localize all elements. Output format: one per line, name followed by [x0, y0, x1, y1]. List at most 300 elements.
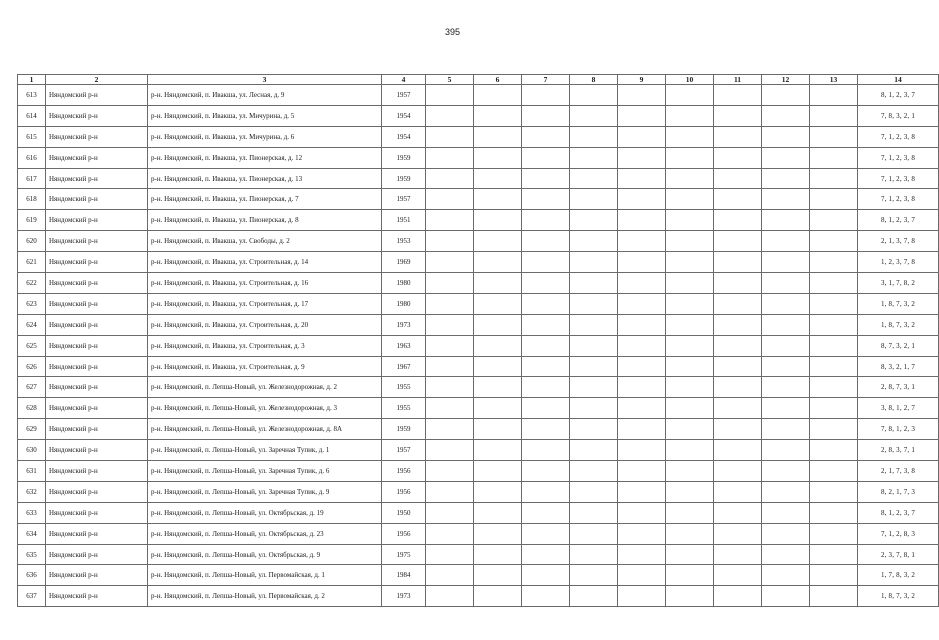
district-cell: Няндомский р-н	[46, 502, 148, 523]
empty-cell	[762, 126, 810, 147]
empty-cell	[426, 356, 474, 377]
district-cell: Няндомский р-н	[46, 168, 148, 189]
empty-cell	[522, 168, 570, 189]
address-cell: р-н. Няндомский, п. Лепша-Новый, ул. Заречная Тупик, д. 9	[148, 481, 382, 502]
empty-cell	[714, 231, 762, 252]
empty-cell	[426, 252, 474, 273]
empty-cell	[618, 168, 666, 189]
empty-cell	[570, 481, 618, 502]
column-header: 5	[426, 75, 474, 85]
empty-cell	[426, 419, 474, 440]
empty-cell	[762, 168, 810, 189]
empty-cell	[570, 293, 618, 314]
table-row	[18, 314, 939, 335]
empty-cell	[426, 565, 474, 586]
empty-cell	[426, 293, 474, 314]
empty-cell	[810, 168, 858, 189]
row-number-cell: 631	[18, 461, 46, 482]
empty-cell	[762, 544, 810, 565]
empty-cell	[714, 377, 762, 398]
address-cell: р-н. Няндомский, п. Лепша-Новый, ул. Октябрьская, д. 19	[148, 502, 382, 523]
empty-cell	[522, 586, 570, 607]
empty-cell	[570, 273, 618, 294]
empty-cell	[570, 252, 618, 273]
empty-cell	[618, 85, 666, 106]
empty-cell	[666, 356, 714, 377]
table-row	[18, 335, 939, 356]
district-cell: Няндомский р-н	[46, 314, 148, 335]
code-cell: 8, 1, 2, 3, 7	[858, 85, 939, 106]
district-cell: Няндомский р-н	[46, 565, 148, 586]
code-cell: 1, 8, 7, 3, 2	[858, 293, 939, 314]
empty-cell	[474, 377, 522, 398]
empty-cell	[666, 189, 714, 210]
empty-cell	[570, 377, 618, 398]
district-cell: Няндомский р-н	[46, 231, 148, 252]
district-cell: Няндомский р-н	[46, 377, 148, 398]
code-cell: 2, 8, 7, 3, 1	[858, 377, 939, 398]
empty-cell	[714, 314, 762, 335]
empty-cell	[618, 461, 666, 482]
empty-cell	[618, 419, 666, 440]
empty-cell	[762, 377, 810, 398]
empty-cell	[522, 398, 570, 419]
empty-cell	[522, 210, 570, 231]
empty-cell	[666, 147, 714, 168]
address-cell: р-н. Няндомский, п. Ивакша, ул. Лесная, д. 9	[148, 85, 382, 106]
table-row	[18, 273, 939, 294]
empty-cell	[474, 147, 522, 168]
address-cell: р-н. Няндомский, п. Лепша-Новый, ул. Первомайская, д. 1	[148, 565, 382, 586]
empty-cell	[618, 398, 666, 419]
empty-cell	[426, 544, 474, 565]
empty-cell	[810, 377, 858, 398]
empty-cell	[522, 419, 570, 440]
code-cell: 8, 1, 2, 3, 7	[858, 502, 939, 523]
district-cell: Няндомский р-н	[46, 419, 148, 440]
table-row	[18, 440, 939, 461]
district-cell: Няндомский р-н	[46, 586, 148, 607]
empty-cell	[474, 565, 522, 586]
address-cell: р-н. Няндомский, п. Ивакша, ул. Пионерская, д. 8	[148, 210, 382, 231]
table-row	[18, 356, 939, 377]
address-cell: р-н. Няндомский, п. Ивакша, ул. Пионерская, д. 7	[148, 189, 382, 210]
empty-cell	[570, 335, 618, 356]
empty-cell	[762, 523, 810, 544]
row-number-cell: 630	[18, 440, 46, 461]
empty-cell	[762, 252, 810, 273]
row-number-cell: 623	[18, 293, 46, 314]
code-cell: 1, 7, 8, 3, 2	[858, 565, 939, 586]
code-cell: 3, 1, 7, 8, 2	[858, 273, 939, 294]
empty-cell	[474, 126, 522, 147]
year-cell: 1957	[382, 440, 426, 461]
empty-cell	[426, 502, 474, 523]
address-cell: р-н. Няндомский, п. Ивакша, ул. Мичурина, д. 6	[148, 126, 382, 147]
table-row	[18, 419, 939, 440]
row-number-cell: 624	[18, 314, 46, 335]
empty-cell	[474, 210, 522, 231]
row-number-cell: 627	[18, 377, 46, 398]
empty-cell	[762, 189, 810, 210]
year-cell: 1975	[382, 544, 426, 565]
empty-cell	[810, 189, 858, 210]
empty-cell	[474, 544, 522, 565]
empty-cell	[474, 461, 522, 482]
empty-cell	[714, 252, 762, 273]
empty-cell	[426, 335, 474, 356]
table-row	[18, 126, 939, 147]
district-cell: Няндомский р-н	[46, 210, 148, 231]
district-cell: Няндомский р-н	[46, 189, 148, 210]
empty-cell	[714, 293, 762, 314]
empty-cell	[762, 231, 810, 252]
row-number-cell: 634	[18, 523, 46, 544]
empty-cell	[762, 356, 810, 377]
district-cell: Няндомский р-н	[46, 523, 148, 544]
empty-cell	[810, 147, 858, 168]
empty-cell	[522, 481, 570, 502]
code-cell: 2, 3, 7, 8, 1	[858, 544, 939, 565]
column-header: 3	[148, 75, 382, 85]
table-row	[18, 252, 939, 273]
empty-cell	[570, 565, 618, 586]
code-cell: 2, 8, 3, 7, 1	[858, 440, 939, 461]
empty-cell	[666, 126, 714, 147]
table-row	[18, 293, 939, 314]
empty-cell	[426, 461, 474, 482]
district-cell: Няндомский р-н	[46, 440, 148, 461]
empty-cell	[522, 105, 570, 126]
address-cell: р-н. Няндомский, п. Ивакша, ул. Свободы, д. 2	[148, 231, 382, 252]
row-number-cell: 626	[18, 356, 46, 377]
row-number-cell: 622	[18, 273, 46, 294]
empty-cell	[666, 335, 714, 356]
empty-cell	[618, 293, 666, 314]
empty-cell	[474, 231, 522, 252]
empty-cell	[810, 252, 858, 273]
code-cell: 7, 1, 2, 3, 8	[858, 126, 939, 147]
empty-cell	[522, 544, 570, 565]
empty-cell	[474, 502, 522, 523]
column-header: 13	[810, 75, 858, 85]
empty-cell	[570, 147, 618, 168]
empty-cell	[762, 85, 810, 106]
empty-cell	[762, 293, 810, 314]
empty-cell	[474, 189, 522, 210]
empty-cell	[666, 85, 714, 106]
district-cell: Няндомский р-н	[46, 273, 148, 294]
year-cell: 1951	[382, 210, 426, 231]
empty-cell	[810, 356, 858, 377]
year-cell: 1973	[382, 586, 426, 607]
empty-cell	[426, 523, 474, 544]
address-cell: р-н. Няндомский, п. Лепша-Новый, ул. Первомайская, д. 2	[148, 586, 382, 607]
empty-cell	[666, 314, 714, 335]
address-cell: р-н. Няндомский, п. Ивакша, ул. Пионерская, д. 13	[148, 168, 382, 189]
year-cell: 1980	[382, 273, 426, 294]
year-cell: 1963	[382, 335, 426, 356]
empty-cell	[570, 189, 618, 210]
address-cell: р-н. Няндомский, п. Лепша-Новый, ул. Железнодорожная, д. 3	[148, 398, 382, 419]
empty-cell	[618, 210, 666, 231]
empty-cell	[570, 356, 618, 377]
address-cell: р-н. Няндомский, п. Лепша-Новый, ул. Железнодорожная, д. 8А	[148, 419, 382, 440]
register-table	[17, 74, 939, 607]
empty-cell	[666, 398, 714, 419]
row-number-cell: 616	[18, 147, 46, 168]
empty-cell	[474, 586, 522, 607]
empty-cell	[474, 273, 522, 294]
district-cell: Няндомский р-н	[46, 544, 148, 565]
district-cell: Няндомский р-н	[46, 356, 148, 377]
empty-cell	[666, 377, 714, 398]
year-cell: 1980	[382, 293, 426, 314]
empty-cell	[666, 565, 714, 586]
year-cell: 1957	[382, 189, 426, 210]
empty-cell	[570, 231, 618, 252]
row-number-cell: 613	[18, 85, 46, 106]
address-cell: р-н. Няндомский, п. Ивакша, ул. Строительная, д. 17	[148, 293, 382, 314]
empty-cell	[714, 544, 762, 565]
empty-cell	[714, 440, 762, 461]
code-cell: 7, 1, 2, 3, 8	[858, 189, 939, 210]
year-cell: 1955	[382, 398, 426, 419]
empty-cell	[618, 105, 666, 126]
empty-cell	[474, 356, 522, 377]
empty-cell	[762, 586, 810, 607]
year-cell: 1984	[382, 565, 426, 586]
empty-cell	[810, 85, 858, 106]
row-number-cell: 633	[18, 502, 46, 523]
address-cell: р-н. Няндомский, п. Ивакша, ул. Строительная, д. 9	[148, 356, 382, 377]
empty-cell	[570, 544, 618, 565]
empty-cell	[474, 85, 522, 106]
empty-cell	[810, 523, 858, 544]
empty-cell	[762, 419, 810, 440]
empty-cell	[522, 565, 570, 586]
column-header: 10	[666, 75, 714, 85]
year-cell: 1957	[382, 85, 426, 106]
empty-cell	[810, 502, 858, 523]
empty-cell	[714, 126, 762, 147]
empty-cell	[666, 210, 714, 231]
empty-cell	[762, 147, 810, 168]
empty-cell	[714, 105, 762, 126]
empty-cell	[618, 481, 666, 502]
empty-cell	[618, 502, 666, 523]
empty-cell	[714, 461, 762, 482]
empty-cell	[618, 252, 666, 273]
empty-cell	[810, 586, 858, 607]
empty-cell	[570, 440, 618, 461]
row-number-cell: 632	[18, 481, 46, 502]
empty-cell	[714, 502, 762, 523]
empty-cell	[522, 231, 570, 252]
empty-cell	[570, 314, 618, 335]
empty-cell	[714, 523, 762, 544]
empty-cell	[666, 523, 714, 544]
empty-cell	[714, 398, 762, 419]
empty-cell	[810, 293, 858, 314]
row-number-cell: 621	[18, 252, 46, 273]
empty-cell	[810, 210, 858, 231]
empty-cell	[666, 544, 714, 565]
column-header: 11	[714, 75, 762, 85]
address-cell: р-н. Няндомский, п. Ивакша, ул. Строительная, д. 14	[148, 252, 382, 273]
empty-cell	[762, 335, 810, 356]
empty-cell	[666, 231, 714, 252]
empty-cell	[522, 335, 570, 356]
empty-cell	[522, 461, 570, 482]
district-cell: Няндомский р-н	[46, 147, 148, 168]
empty-cell	[666, 586, 714, 607]
empty-cell	[474, 419, 522, 440]
empty-cell	[666, 440, 714, 461]
table-body	[18, 85, 939, 607]
year-cell: 1959	[382, 419, 426, 440]
code-cell: 8, 7, 3, 2, 1	[858, 335, 939, 356]
table-row	[18, 565, 939, 586]
empty-cell	[810, 440, 858, 461]
empty-cell	[474, 252, 522, 273]
empty-cell	[570, 502, 618, 523]
empty-cell	[570, 168, 618, 189]
empty-cell	[714, 356, 762, 377]
code-cell: 2, 1, 3, 7, 8	[858, 231, 939, 252]
year-cell: 1953	[382, 231, 426, 252]
code-cell: 3, 8, 1, 2, 7	[858, 398, 939, 419]
table-row	[18, 461, 939, 482]
empty-cell	[666, 252, 714, 273]
empty-cell	[426, 398, 474, 419]
year-cell: 1973	[382, 314, 426, 335]
empty-cell	[522, 189, 570, 210]
empty-cell	[666, 502, 714, 523]
empty-cell	[618, 377, 666, 398]
row-number-cell: 620	[18, 231, 46, 252]
code-cell: 2, 1, 7, 3, 8	[858, 461, 939, 482]
empty-cell	[474, 481, 522, 502]
empty-cell	[714, 335, 762, 356]
table-row	[18, 85, 939, 106]
empty-cell	[714, 481, 762, 502]
empty-cell	[522, 126, 570, 147]
empty-cell	[474, 523, 522, 544]
district-cell: Няндомский р-н	[46, 252, 148, 273]
code-cell: 8, 3, 2, 1, 7	[858, 356, 939, 377]
address-cell: р-н. Няндомский, п. Ивакша, ул. Строительная, д. 20	[148, 314, 382, 335]
year-cell: 1959	[382, 147, 426, 168]
empty-cell	[666, 293, 714, 314]
column-header: 8	[570, 75, 618, 85]
empty-cell	[426, 168, 474, 189]
empty-cell	[570, 419, 618, 440]
empty-cell	[810, 398, 858, 419]
page-number: 395	[444, 27, 461, 37]
empty-cell	[570, 105, 618, 126]
empty-cell	[522, 523, 570, 544]
empty-cell	[666, 168, 714, 189]
empty-cell	[426, 105, 474, 126]
empty-cell	[426, 314, 474, 335]
table-row	[18, 147, 939, 168]
empty-cell	[714, 168, 762, 189]
district-cell: Няндомский р-н	[46, 481, 148, 502]
row-number-cell: 636	[18, 565, 46, 586]
empty-cell	[522, 502, 570, 523]
empty-cell	[810, 419, 858, 440]
row-number-cell: 635	[18, 544, 46, 565]
year-cell: 1956	[382, 461, 426, 482]
empty-cell	[618, 586, 666, 607]
empty-cell	[762, 273, 810, 294]
empty-cell	[810, 461, 858, 482]
table-row	[18, 586, 939, 607]
empty-cell	[810, 314, 858, 335]
district-cell: Няндомский р-н	[46, 126, 148, 147]
empty-cell	[522, 377, 570, 398]
empty-cell	[474, 314, 522, 335]
empty-cell	[810, 126, 858, 147]
code-cell: 7, 1, 2, 3, 8	[858, 168, 939, 189]
empty-cell	[714, 565, 762, 586]
empty-cell	[426, 147, 474, 168]
empty-cell	[714, 273, 762, 294]
header-row	[18, 75, 939, 85]
row-number-cell: 619	[18, 210, 46, 231]
empty-cell	[762, 105, 810, 126]
address-cell: р-н. Няндомский, п. Лепша-Новый, ул. Октябрьская, д. 9	[148, 544, 382, 565]
table-row	[18, 210, 939, 231]
table-row	[18, 377, 939, 398]
row-number-cell: 615	[18, 126, 46, 147]
empty-cell	[570, 85, 618, 106]
empty-cell	[762, 440, 810, 461]
empty-cell	[426, 126, 474, 147]
empty-cell	[714, 85, 762, 106]
column-header: 7	[522, 75, 570, 85]
table-row	[18, 189, 939, 210]
empty-cell	[426, 481, 474, 502]
table-row	[18, 231, 939, 252]
code-cell: 8, 1, 2, 3, 7	[858, 210, 939, 231]
table-row	[18, 168, 939, 189]
empty-cell	[618, 523, 666, 544]
empty-cell	[426, 189, 474, 210]
district-cell: Няндомский р-н	[46, 398, 148, 419]
empty-cell	[666, 273, 714, 294]
empty-cell	[522, 440, 570, 461]
year-cell: 1969	[382, 252, 426, 273]
address-cell: р-н. Няндомский, п. Лепша-Новый, ул. Октябрьская, д. 23	[148, 523, 382, 544]
empty-cell	[810, 273, 858, 294]
empty-cell	[426, 377, 474, 398]
empty-cell	[474, 398, 522, 419]
empty-cell	[666, 461, 714, 482]
empty-cell	[810, 481, 858, 502]
empty-cell	[618, 314, 666, 335]
column-header: 4	[382, 75, 426, 85]
empty-cell	[522, 356, 570, 377]
empty-cell	[426, 440, 474, 461]
year-cell: 1955	[382, 377, 426, 398]
address-cell: р-н. Няндомский, п. Ивакша, ул. Пионерская, д. 12	[148, 147, 382, 168]
empty-cell	[570, 210, 618, 231]
district-cell: Няндомский р-н	[46, 461, 148, 482]
year-cell: 1950	[382, 502, 426, 523]
empty-cell	[762, 398, 810, 419]
